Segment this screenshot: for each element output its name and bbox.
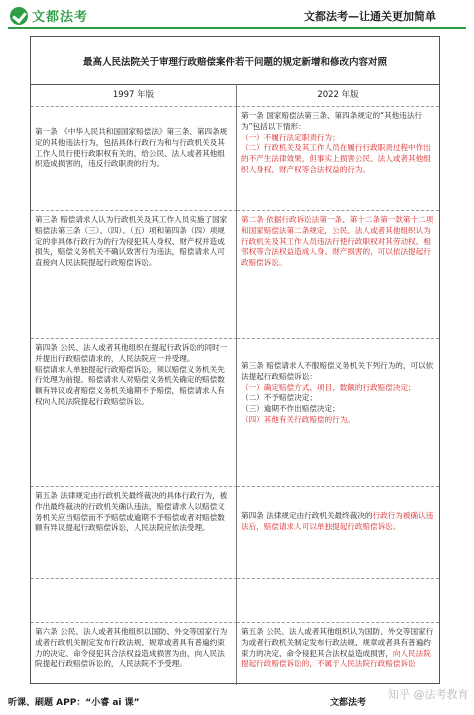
row1-right-text: 第一条 国家赔偿法第三条、第四条规定的“其他违法行为”包括以下情形： [241, 111, 423, 131]
row1-right-article [237, 107, 439, 211]
row5-left-article: 第六条 公民、法人或者其他组织以国防、外交等国家行为或者行政机关制定发布行政法规、规章或者具有普遍约束力的决定、命令侵犯其合法权益造成损害为由，向人民法院提起行政赔偿诉讼的，人民法院不予受理。 [31, 623, 237, 685]
row3-right-item3: （三）逾期不作出赔偿决定； [241, 404, 340, 414]
row3-right-article [237, 339, 439, 487]
row3-right-item1: （一）确定赔偿方式、项目、数额的行政赔偿决定； [241, 382, 416, 392]
row5-right-text: 第五条 公民、法人或者其他组织认为国防、外交等国家行为或者行政机关制定发布行政法规、规章或者具有普遍约束力的决定、命令侵犯其合法权益造成损害， [241, 627, 434, 658]
page-header [0, 0, 474, 30]
row3-right-text: 第三条 赔偿请求人不服赔偿义务机关下列行为的，可以依法提起行政赔偿诉讼： [241, 361, 434, 381]
column-header-1997: 1997 年版 [31, 85, 237, 107]
check-logo-icon [10, 7, 28, 25]
slogan: 文都法考—让通关更加简单 [304, 10, 436, 23]
row-blank-right [237, 579, 439, 623]
row5-right-article [237, 623, 439, 685]
row1-right-item2: （二）行政机关及其工作人员在履行行政职责过程中作出的不产生法律效果，但事实上损害公民、法人或者其他组织人身权、财产权等合法权益的行为。 [241, 143, 431, 174]
row2-right-article: 第二条 依据行政诉讼法第一条、第十二条第一款第十二项和国家赔偿法第二条规定，公民、法人或者其他组织认为行政机关及其工作人员违法行使行政职权对其劳动权、相邻权等合法权益造成人身、财产损害的，可以依法提起行政赔偿诉讼。 [237, 211, 439, 339]
column-header-2022: 2022 年版 [237, 85, 439, 107]
table-title: 最高人民法院关于审理行政赔偿案件若干问题的规定新增和修改内容对照 [31, 37, 439, 85]
watermark: 知乎 @法考教育 [388, 688, 469, 701]
logo [10, 6, 88, 25]
footer-brand: 文都法考 [330, 698, 367, 708]
row3-left-article: 第四条 公民、法人或者其他组织在提起行政诉讼的同时一并提出行政赔偿请求的，人民法院应一并受理。 赔偿请求人单独提起行政赔偿诉讼，须以赔偿义务机关先行处理为前提。赔偿请求人对赔偿义务机关确定的赔偿数额有异议或者赔偿义务机关逾期不予赔偿，赔偿请求人有权向人民法院提起行政赔偿诉讼。 [31, 339, 237, 487]
footer-app-promo: 听课、刷题 APP：“小睿 ai 课” [8, 698, 140, 708]
row4-right-highlight: 行政行为被确认违法后，赔偿请求人可以单独提起行政赔偿诉讼。 [241, 511, 434, 531]
row3-right-item4: （四）其他有关行政赔偿的行为。 [241, 414, 355, 424]
comparison-table [30, 36, 440, 684]
row4-right-article [237, 487, 439, 579]
row2-left-article: 第三条 赔偿请求人认为行政机关及其工作人员实施了国家赔偿法第三条（三）、（四）、（五）项和第四条（四）项规定的非具体行政行为的行为侵犯其人身权、财产权并造成损失，赔偿义务机关不确认致害行为违法，赔偿请求人可直接向人民法院提起行政赔偿诉讼。 [31, 211, 237, 339]
row4-left-article: 第五条 法律规定由行政机关最终裁决的具体行政行为，被作出最终裁决的行政机关确认违法，赔偿请求人以赔偿义务机关应当赔偿而不予赔偿或逾期不予赔偿或者对赔偿数额有异议提起行政赔偿诉讼，人民法院应依法受理。 [31, 487, 237, 579]
header-divider [8, 27, 466, 29]
row1-right-item1: （一）不履行法定职责行为； [241, 132, 340, 142]
row5-right-highlight: 向人民法院提起行政赔偿诉讼的，不属于人民法院行政赔偿诉讼 [241, 648, 431, 669]
row4-right-text: 第四条 法律规定由行政机关最终裁决的 [241, 511, 373, 520]
row3-right-item2: （二）不予赔偿决定； [241, 393, 317, 403]
logo-text: 文都法考 [32, 10, 89, 25]
row-blank-left [31, 579, 237, 623]
row1-left-article: 第一条 《中华人民共和国国家赔偿法》第三条、第四条规定的其他违法行为，包括具体行政行为和与行政机关及其工作人员行使行政职权有关的，给公民、法人或者其他组织造成损害的，违反行政职责的行为。 [31, 107, 237, 211]
